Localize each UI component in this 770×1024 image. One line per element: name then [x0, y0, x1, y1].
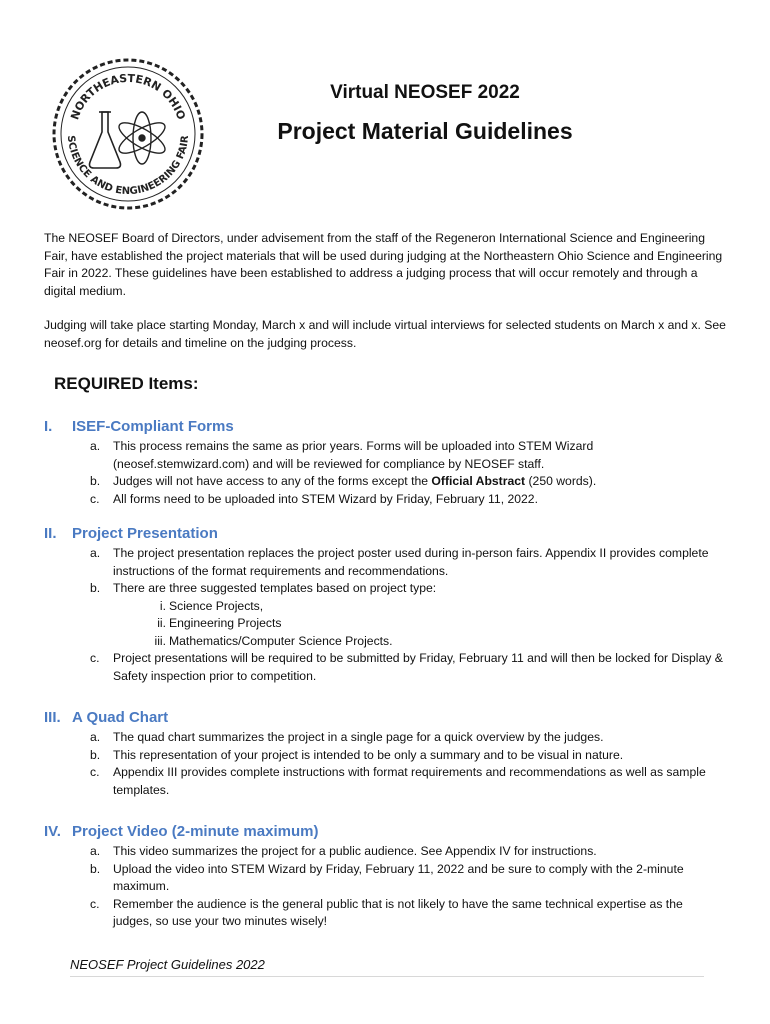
item-label: c. — [90, 491, 100, 506]
sub-item-text: Engineering Projects — [169, 616, 282, 630]
sub-item-label: iii. — [154, 633, 166, 648]
sub-list-item — [44, 615, 724, 633]
item-text: There are three suggested templates based on project type: — [113, 581, 437, 595]
section-title — [44, 523, 724, 545]
item-label: b. — [90, 581, 101, 595]
item-label: b. — [90, 861, 101, 876]
list-item — [44, 896, 724, 931]
list-item — [44, 438, 724, 473]
section-title — [44, 821, 724, 843]
footer-divider — [70, 976, 704, 977]
sub-list-item — [44, 598, 724, 616]
item-text: Remember the audience is the general public that is not likely to have the same technical expertise as the judges, so use your two minutes wisely! — [113, 896, 683, 928]
section-title-text: ISEF-Compliant Forms — [72, 418, 234, 435]
atom-icon — [115, 112, 169, 164]
item-text: All forms need to be uploaded into STEM Wizard by Friday, February 11, 2022. — [113, 491, 538, 506]
section-forms — [44, 416, 724, 508]
item-text: The quad chart summarizes the project in a single page for a quick overview by the judges. — [113, 730, 604, 744]
section-title-text: Project Video (2-minute maximum) — [72, 823, 319, 840]
list-item — [44, 580, 724, 598]
item-text: This video summarizes the project for a public audience. See Appendix IV for instructions. — [113, 844, 597, 858]
section-number: III. — [44, 709, 61, 726]
section-number: II. — [44, 525, 57, 542]
neosef-logo — [34, 40, 222, 228]
item-text: Project presentations will be required to be submitted by Friday, February 11 and will then be locked for Display & Safety inspection prior to competition. — [113, 651, 723, 683]
item-text: This representation of your project is intended to be only a summary and to be visual in nature. — [113, 747, 624, 762]
intro-paragraph: The NEOSEF Board of Directors, under advisement from the staff of the Regeneron International Science and Engineering Fair, have established the project materials that will be used during judging at the Northeastern Ohio Science and Engineering Fair in 2022. These guidelines have been established to address a judging process that will occur remotely and through a digital medium. — [44, 231, 723, 298]
list-item — [44, 473, 724, 491]
item-text: This process remains the same as prior years. Forms will be uploaded into STEM Wizard (neosef.stemwizard.com) and will be reviewed for compliance by NEOSEF staff. — [113, 439, 594, 471]
section-title-text: Project Presentation — [72, 525, 218, 542]
list-item — [44, 729, 724, 747]
logo-bottom-text: SCIENCE AND ENGINEERING FAIR — [64, 134, 192, 198]
section-number: I. — [44, 418, 53, 435]
item-text: (250 words). — [525, 474, 597, 488]
item-label: c. — [90, 765, 100, 779]
section-title — [44, 416, 724, 438]
list-item — [44, 650, 724, 685]
section-project-video — [44, 821, 724, 931]
list-item — [44, 843, 724, 861]
judging-paragraph: Judging will take place starting Monday, March x and will include virtual interviews for selected students on March x and x. See neosef.org for details and timeline on the judging process. — [44, 318, 726, 350]
item-label: b. — [90, 474, 101, 488]
section-title — [44, 707, 724, 729]
item-label: a. — [90, 730, 101, 744]
item-label: c. — [90, 651, 100, 665]
sub-item-label: i. — [159, 598, 166, 613]
item-label: a. — [90, 844, 101, 858]
list-item — [44, 545, 724, 580]
item-text: Appendix III provides complete instructions with format requirements and recommendations as well as sample templates. — [113, 765, 706, 797]
list-item — [44, 491, 724, 509]
svg-text:NORTHEASTERN OHIO — [68, 72, 188, 122]
list-item — [44, 764, 724, 799]
sub-item-text: Mathematics/Computer Science Projects. — [169, 633, 393, 648]
logo-top-text: NORTHEASTERN OHIO — [68, 71, 188, 122]
section-number: IV. — [44, 823, 61, 840]
official-abstract-emphasis: Official Abstract — [431, 474, 526, 488]
required-heading: REQUIRED Items: — [54, 374, 199, 393]
section-presentation — [44, 523, 724, 685]
item-text: Judges will not have access to any of the forms except the — [113, 474, 432, 488]
section-quad-chart — [44, 707, 724, 799]
item-label: a. — [90, 439, 101, 453]
item-text: The project presentation replaces the project poster used during in-person fairs. Appendix II provides complete instructions of the format requirements and recommendations. — [113, 546, 709, 578]
sub-item-text: Science Projects, — [169, 598, 264, 613]
list-item — [44, 747, 724, 765]
document-title: Project Material Guidelines — [277, 118, 573, 144]
section-title-text: A Quad Chart — [72, 709, 169, 726]
item-label: a. — [90, 546, 101, 560]
flask-icon — [90, 112, 121, 168]
item-label: c. — [90, 896, 100, 911]
item-label: b. — [90, 747, 101, 762]
sub-item-label: ii. — [157, 616, 166, 630]
item-text: Upload the video into STEM Wizard by Friday, February 11, 2022 and be sure to comply with the 2-minute maximum. — [113, 861, 684, 893]
page-footer: NEOSEF Project Guidelines 2022 — [70, 957, 265, 972]
list-item — [44, 861, 724, 896]
svg-text:SCIENCE AND ENGINEERING FAIR — [65, 135, 191, 197]
sub-list-item — [44, 633, 724, 651]
document-subtitle: Virtual NEOSEF 2022 — [330, 82, 520, 103]
